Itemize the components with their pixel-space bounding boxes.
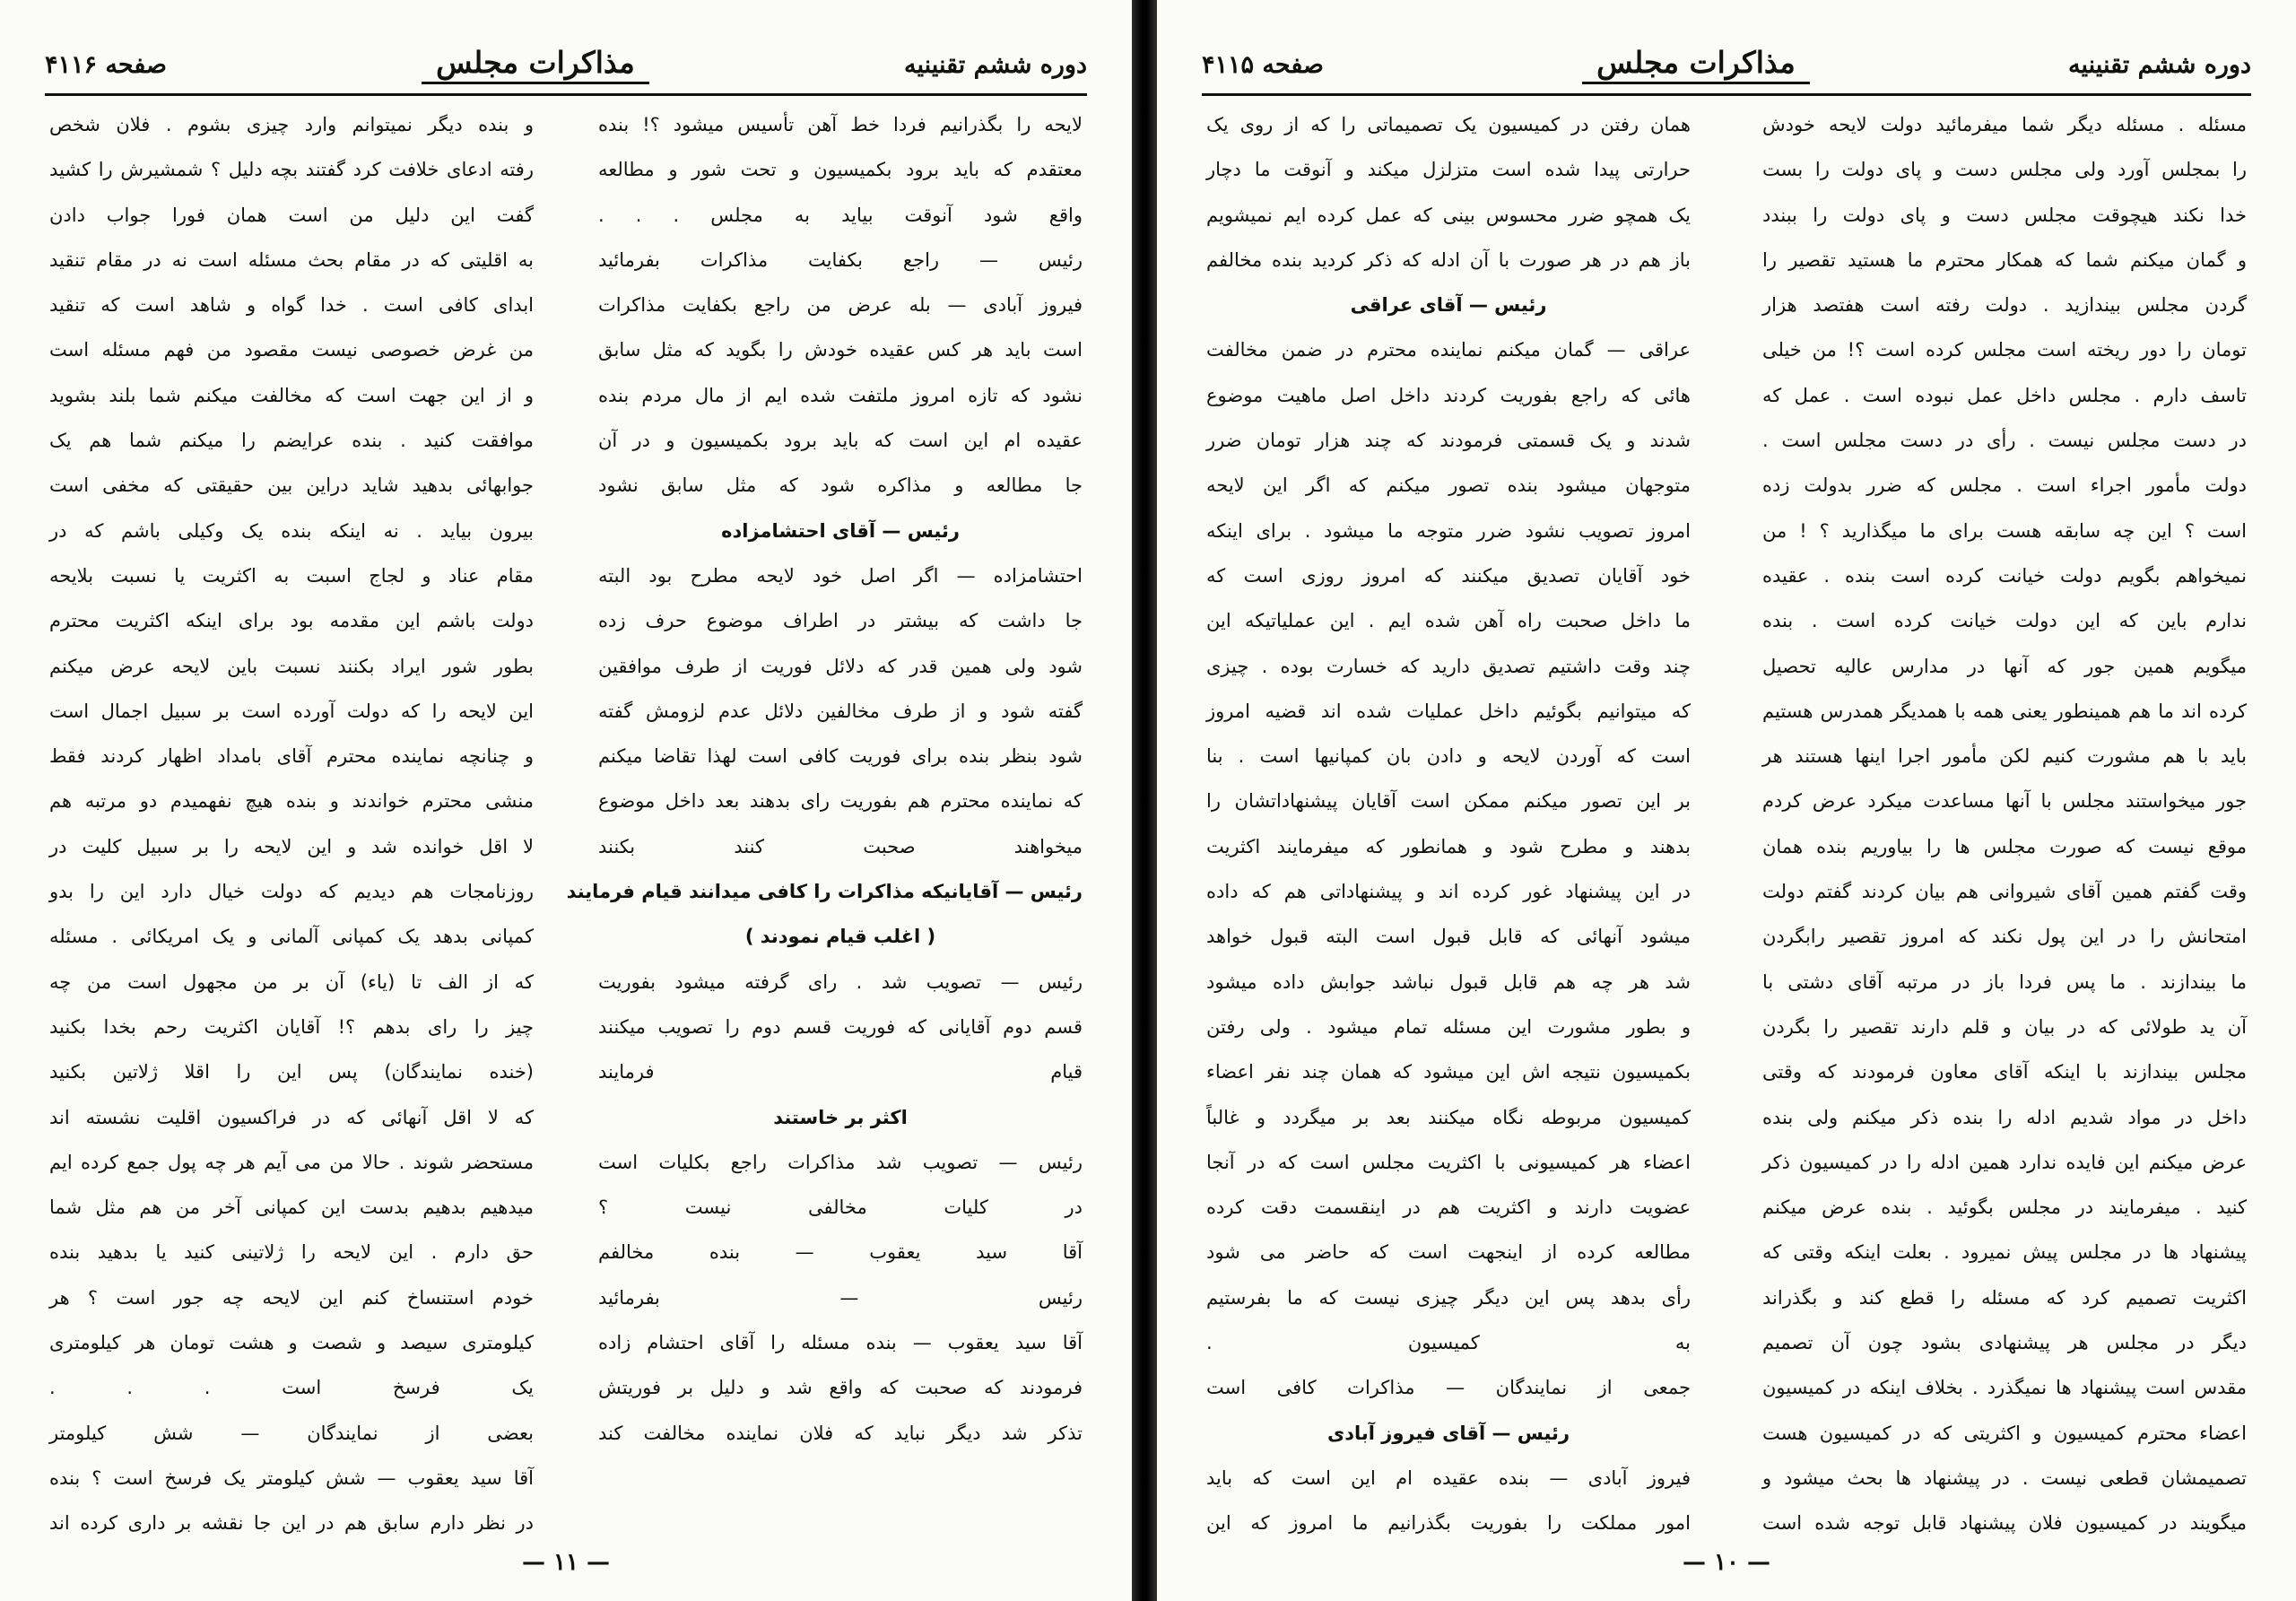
text-line: امروز تصویب نشود ضرر متوجه ما میشود . برای اینکه (1206, 519, 1691, 542)
left-page-column-inner (566, 102, 1083, 1520)
left-page-folio: — ۱۱ — (521, 1549, 611, 1576)
text-line: دولت مأمور اجراء است . مجلس که ضرر بدولت زده (1762, 474, 2247, 497)
left-page-header (45, 39, 1087, 90)
text-line: فیروز آبادی — بله عرض من راجع بکفایت مذاکرات (598, 294, 1083, 317)
text-line: که از الف تا (یاء) آن بر من مجهول است من چه (49, 970, 534, 993)
text-line: و از این جهت است که مخالفت میکنم شما بلند بشوید (49, 384, 534, 406)
text-line: رأی بدهد پس این دیگر چیزی نیست که ما بفرستیم (1206, 1286, 1691, 1309)
right-page-folio: — ۱۰ — (1682, 1549, 1771, 1576)
text-line: حرارتی پیدا شده است متزلزل میکند و آنوقت ما دچار (1206, 159, 1691, 181)
text-line: تومان را دور ریخته است مجلس کرده است ؟! من خیلی (1762, 339, 2247, 361)
text-line: است که آوردن لایحه و دادن بان کمپانیها است . بنا (1206, 745, 1691, 768)
text-line: حق دارم . این لایحه را ژلاتینی کنید یا بدهید بنده (49, 1241, 534, 1264)
text-line: یک همچو ضرر محسوس بینی که عمل کرده ایم نمیشویم (1206, 204, 1691, 226)
text-line: لا اقل خوانده شد و این لایحه را بر سبیل کلیت در (49, 835, 534, 857)
text-line: شود ولی همین قدر که دلائل فوریت از طرف موافقین (598, 655, 1083, 677)
text-line: باید با هم مشورت کنیم لکن مأمور اجرا اینها هستند هر (1762, 745, 2247, 768)
text-line: شدند و یک قسمتی فرمودند که چند هزار تومان ضرر (1206, 430, 1691, 452)
text-line: باز هم در هر صورت با آن ادله که ذکر کردید بنده مخالفم (1206, 248, 1691, 271)
text-line: ندارم باین که این دولت خیانت کرده است . بنده (1762, 610, 2247, 632)
text-line: موقع نیست که صورت مجلس ها را بیاوریم بنده همان (1762, 835, 2247, 857)
text-line: به اقلیتی که در مقام بحث مسئله است نه در مقام تنقید (49, 248, 534, 271)
text-line: کیلومتری سیصد و شصت و هشت تومان هر کیلومتری (49, 1332, 534, 1354)
text-line: آقا سید یعقوب — بنده مسئله را آقای احتشام زاده (598, 1332, 1083, 1354)
text-line: یک فرسخ است . . . (49, 1377, 534, 1399)
text-line: قیام فرمایند (598, 1061, 1083, 1083)
right-header-rule (1202, 93, 2251, 96)
text-line: مقام عناد و لجاج اسبت به اکثریت یا نسبت بلایحه (49, 564, 534, 587)
book-gutter (1132, 0, 1157, 1601)
text-line: معتقدم که باید برود بکمیسیون و تحت شور و مطالعه (598, 159, 1083, 181)
text-line: بدهند و مطرح شود و همانطور که میفرمایند اکثریت (1206, 835, 1691, 857)
text-line: اعضاء هر کمیسیونی با اکثریت مجلس است که در آنجا (1206, 1151, 1691, 1173)
text-line: ( اغلب قیام نمودند ) (744, 926, 936, 948)
text-line: کنید . میفرمایند در مجلس بگوئید . بنده عرض میکنم (1762, 1196, 2247, 1219)
text-line: جمعی از نمایندگان — مذاکرات کافی است (1206, 1377, 1691, 1399)
text-line: عراقی — گمان میکنم نماینده محترم در ضمن مخالفت (1206, 339, 1691, 361)
right-page (1157, 0, 2296, 1601)
text-line: نشود که تازه امروز ملتفت شده ایم از مال مردم بنده (598, 384, 1083, 406)
text-line: مقدس است پیشنهاد ها نمیگذرد . بخلاف اینکه در کمیسیون (1762, 1377, 2247, 1399)
right-page-title: مذاکرات مجلس (1582, 45, 1810, 84)
text-line: تصمیمشان قطعی نیست . در پیشنهاد ها بحث میشود و (1762, 1466, 2247, 1489)
text-line: و چنانچه نماینده محترم آقای بامداد اظهار کردند فقط (49, 745, 534, 768)
text-line: و گمان میکنم شما که همکار محترم ما هستید تقصیر را (1762, 248, 2247, 271)
left-page-column-outer (49, 102, 534, 1535)
text-line: که لا اقل آنهائی که در فراکسیون اقلیت نشسته اند (49, 1106, 534, 1128)
text-line: است باید هر کس عقیده خودش را بگوید که مثل سابق (598, 339, 1083, 361)
text-line: بر این تصور میکنم ممکن است آقایان پیشنهاداتشان را (1206, 790, 1691, 813)
text-line: و بنده دیگر نمیتوانم وارد چیزی بشوم . فلان شخص (49, 114, 534, 135)
text-line: که نماینده محترم هم بفوریت رای بدهند بعد داخل موضوع (598, 790, 1083, 813)
text-line: کرده اند ما هم همینطور یعنی همه با همدیگر همدرس هستیم (1762, 700, 2247, 722)
text-line: بیرون بیاید . نه اینکه بنده یک وکیلی باشم که در (49, 519, 534, 542)
text-line: رئیس — تصویب شد مذاکرات راجع بکلیات است (598, 1151, 1083, 1173)
text-line: روزنامجات هم دیدیم که دولت خیال دارد این را بدو (49, 881, 534, 903)
text-line: فرمودند که صحبت که واقع شد و دلیل بر فوریتش (598, 1377, 1083, 1399)
text-line: کمیسیون مربوطه نگاه میکنند بعد بر میگردد و غالباً (1206, 1106, 1691, 1128)
text-line: واقع شود آنوقت بیاید به مجلس . . . (598, 204, 1083, 226)
left-page-title: مذاکرات مجلس (422, 45, 649, 84)
text-line: جوابهائی بدهید شاید دراین بین حقیقتی که مخفی است (49, 474, 534, 497)
text-line: متوجهان میشود بنده تصور میکنم که اگر این لایحه (1206, 474, 1691, 497)
right-page-number: صفحه ۴۱۱۵ (1202, 50, 1324, 79)
text-line: میگویند در کمیسیون فلان پیشنهاد قابل توجه شده است (1762, 1512, 2247, 1535)
text-line: است ؟ این چه سابقه هست برای ما میگذارید ؟ ! من (1762, 519, 2247, 542)
text-line: اعضاء محترم کمیسیون و اکثریتی که در کمیسیون هست (1762, 1422, 2247, 1444)
text-line: موافقت کنید . بنده عرایضم را میکنم شما هم یک (49, 430, 534, 452)
text-line: قسم دوم آقایانی که فوریت قسم دوم را تصویب میکنند (598, 1015, 1083, 1038)
left-page-number: دوره ششم تقنینیه (904, 50, 1087, 79)
text-line: در دست مجلس نیست . رأی در دست مجلس است . (1762, 430, 2247, 452)
left-page-session: صفحه ۴۱۱۶ (45, 50, 167, 79)
text-line: آقا سید یعقوب — بنده مخالفم (598, 1241, 1083, 1264)
text-line: ما بیندازند . ما پس فردا باز در مرتبه آقای دشتی با (1762, 970, 2247, 993)
left-page (0, 0, 1132, 1601)
text-line: دیگر در مجلس هر پیشنهادی بشود چون آن تصمیم (1762, 1332, 2247, 1354)
text-line: مطالعه کرده از اینجهت است که حاضر می شود (1206, 1241, 1691, 1264)
text-line: خدا نکند هیچوقت مجلس دست و پای دولت را ببندد (1762, 204, 2247, 226)
text-line: تاسف دارم . مجلس داخل عمل نبوده است . عمل که (1762, 384, 2247, 406)
text-line: داخل در مواد شدیم ادله را بنده ذکر میکنم ولی بنده (1762, 1106, 2247, 1128)
text-line: (خنده نمایندگان) پس این را اقلا ژلاتین بکنید (49, 1061, 534, 1083)
text-line: آن ید طولائی که در بیان و قلم دارند تقصیر را بگردن (1762, 1015, 2247, 1038)
text-line: وقت گفتم همین آقای شیروانی هم بیان کردند گفتم دولت (1762, 881, 2247, 903)
text-line: آقا سید یعقوب — شش کیلومتر یک فرسخ است ؟ بنده (49, 1466, 534, 1489)
text-line: احتشامزاده — اگر اصل خود لایحه مطرح بود البته (598, 564, 1083, 587)
text-line: ما داخل صحبت راه آهن شده ایم . این عملیاتیکه این (1206, 610, 1691, 632)
text-line: مسئله . مسئله دیگر شما میفرمائید دولت لایحه خودش (1762, 114, 2247, 135)
text-line: بعضی از نمایندگان — شش کیلومتر (49, 1422, 534, 1444)
text-line: رئیس — بفرمائید (598, 1286, 1083, 1309)
text-line: مجلس بیندازند با اینکه آقای معاون فرمودند که وقتی (1762, 1061, 2247, 1083)
text-line: لایحه را بگذرانیم فردا خط آهن تأسیس میشود ؟! بنده (598, 114, 1083, 135)
text-line: بکمیسیون نتیجه اش این میشود که همان چند نفر اعضاء (1206, 1061, 1691, 1083)
left-header-rule (45, 93, 1087, 96)
text-line: میگویم همین جور که آنها در مدارس عالیه تحصیل (1762, 655, 2247, 677)
text-line: فیروز آبادی — بنده عقیده ام این است که باید (1206, 1466, 1691, 1489)
text-line: چیز را رای بدهم ؟! آقایان اکثریت رحم بخدا بکنید (49, 1015, 534, 1038)
text-line: تذکر شد دیگر نباید که فلان نماینده مخالفت کند (598, 1422, 1083, 1444)
text-line: خود آقایان تصدیق میکنند که امروز روزی است که (1206, 564, 1691, 587)
text-line: میخواهند صحبت کنند بکنند (598, 835, 1083, 857)
text-line: گردن مجلس بیندازید . دولت رفته است هفتصد هزار (1762, 294, 2247, 317)
text-line: منشی محترم خواندند و بنده هیچ نفهمیدم دو مرتبه هم (49, 790, 534, 813)
text-line: که میتوانیم بگوئیم داخل عملیات شده اند قضیه امروز (1206, 700, 1691, 722)
text-line: اکثر بر خاستند (773, 1106, 908, 1128)
text-line: گفته شود و از طرف مخالفین دلائل عدم لزومش گفته (598, 700, 1083, 722)
text-line: بطور شور ایراد بکنند نسبت باین لایحه عرض میکنم (49, 655, 534, 677)
right-page-column-inner (1206, 102, 1691, 1535)
text-line: همان رفتن در کمیسیون یک تصمیماتی را که از روی یک (1206, 114, 1691, 135)
text-line: گفت این دلیل من است همان فورا جواب دادن (49, 204, 534, 226)
text-line: رئیس — آقای فیروز آبادی (1326, 1422, 1570, 1444)
text-line: عقیده ام این است که باید برود بکمیسیون و در آن (598, 430, 1083, 452)
text-line: به کمیسیون . (1206, 1332, 1691, 1354)
text-line: عضویت دارند و اکثریت هم در اینقسمت دقت کرده (1206, 1196, 1691, 1219)
text-line: جا مطالعه و مذاکره شود که مثل سابق نشود (598, 474, 1083, 497)
text-line: پیشنهاد ها در مجلس پیش نمیرود . بعلت اینکه وقتی که (1762, 1241, 2247, 1264)
text-line: هائی که راجع بفوریت کردند داخل اصل ماهیت موضوع (1206, 384, 1691, 406)
text-line: این لایحه را که دولت آورده است بر سبیل اجمال است (49, 700, 534, 722)
text-line: جور میخواستند مجلس با آنها مساعدت میکرد عرض کردم (1762, 790, 2247, 813)
text-line: شد هر چه هم قابل قبول نباشد جوابش داده میشود (1206, 970, 1691, 993)
right-page-header (1202, 39, 2251, 90)
right-page-session: دوره ششم تقنینیه (2068, 50, 2251, 79)
text-line: نمیخواهم بگویم دولت خیانت کرده است بنده . عقیده (1762, 564, 2247, 587)
text-line: عرض میکنم این فایده ندارد همین ادله را در کمیسیون ذکر (1762, 1151, 2247, 1173)
text-line: میشود آنهائی که قابل قبول است البته قبول خواهد (1206, 926, 1691, 948)
text-line: امور مملکت را بفوریت بگذرانیم ما امروز که این (1206, 1512, 1691, 1535)
text-line: در کلیات مخالفی نیست ؟ (598, 1196, 1083, 1219)
text-line: مستحضر شوند . حالا من می آیم هر چه پول جمع کرده ایم (49, 1151, 534, 1173)
text-line: رئیس — راجع بکفایت مذاکرات بفرمائید (598, 248, 1083, 271)
text-line: خودم استنساخ کنم این لایحه چه جور است ؟ هر (49, 1286, 534, 1309)
text-line: دولت باشم این مقدمه بود برای اینکه اکثریت محترم (49, 610, 534, 632)
text-line: شود بنظر بنده برای فوریت کافی است لهذا تقاضا میکنم (598, 745, 1083, 768)
text-line: رئیس — آقای احتشامزاده (721, 519, 960, 542)
text-line: و بطور مشورت این مسئله تمام میشود . ولی رفتن (1206, 1015, 1691, 1038)
text-line: میدهیم بدهیم بدست این کمپانی آخر من هم مثل شما (49, 1196, 534, 1219)
text-line: امتحانش را در این پول نکند که امروز تقصیر رابگردن (1762, 926, 2247, 948)
right-page-column-outer (1762, 102, 2247, 1535)
text-line: اکثریت تصمیم کرد که مسئله را قطع کند و بگذراند (1762, 1286, 2247, 1309)
text-line: کمپانی بدهد یک کمپانی آلمانی و یک امریکائی . مسئله (49, 926, 534, 948)
text-line: جا داشت که بیشتر در اطراف موضوع حرف زده (598, 610, 1083, 632)
text-line: در نظر دارم سابق هم در این جا نقشه بر داری کرده اند (49, 1512, 534, 1535)
text-line: رفته ادعای خلافت کرد گفتند بچه دلیل ؟ شمشیرش را کشید (49, 159, 534, 181)
text-line: ابدای کافی است . خدا گواه و شاهد است که تنقید (49, 294, 534, 317)
text-line: رئیس — تصویب شد . رای گرفته میشود بفوریت (598, 970, 1083, 993)
text-line: در این پیشنهاد غور کرده اند و پیشنهاداتی هم که داده (1206, 881, 1691, 903)
text-line: را بمجلس آورد ولی مجلس دست و پای دولت را بست (1762, 159, 2247, 181)
text-line: رئیس — آقایانیکه مذاکرات را کافی میدانند قیام فرمایند (566, 881, 1083, 903)
text-line: چند وقت داشتیم تصدیق دارید که خسارت بوده . چیزی (1206, 655, 1691, 677)
text-line: من غرض خصوصی نیست مقصود من فهم مسئله است (49, 339, 534, 361)
text-line: رئیس — آقای عراقی (1350, 294, 1547, 317)
